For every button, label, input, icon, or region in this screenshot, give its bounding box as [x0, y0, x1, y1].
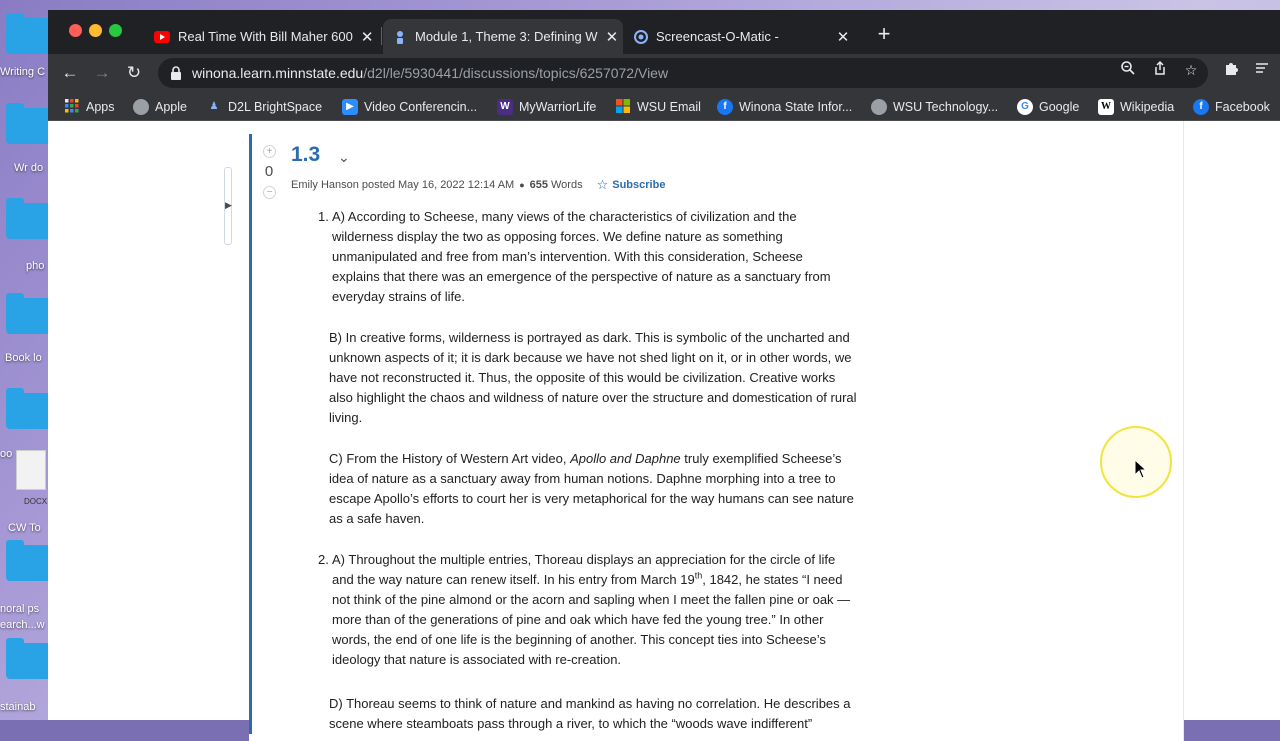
- post-title: 1.3: [291, 143, 321, 166]
- desktop-folder-label: noral ps: [0, 603, 40, 615]
- tab-youtube[interactable]: [144, 19, 376, 54]
- share-icon[interactable]: [1150, 60, 1170, 80]
- screencast-icon: [634, 30, 648, 44]
- google-icon: G: [1017, 99, 1033, 115]
- folder-icon: [6, 18, 52, 54]
- d2l-icon: [393, 29, 407, 45]
- url-path: /d2l/le/5930441/discussions/topics/6257072/View: [363, 65, 669, 81]
- address-bar[interactable]: [158, 58, 1208, 88]
- bookmark-label: Wikipedia: [1120, 100, 1175, 114]
- facebook-icon: f: [1193, 99, 1209, 115]
- document-icon: [16, 450, 46, 490]
- bookmark-label: Facebook: [1215, 100, 1270, 114]
- desktop-folder-label: Book lo: [5, 352, 42, 364]
- desktop-folder-label: pho: [26, 260, 45, 272]
- folder-icon: [6, 203, 52, 239]
- answer-text: A) Throughout the multiple entries, Thoreau displays an appreciation for the circle of life and the way nature can renew itself. In his entry from March 19: [332, 552, 836, 587]
- bookmark-apps[interactable]: [64, 96, 115, 118]
- bookmark-wsu-technology[interactable]: [871, 96, 998, 118]
- back-arrow-icon[interactable]: ←: [61, 63, 79, 82]
- mouse-cursor-icon: [1134, 459, 1148, 479]
- tab-strip: [48, 10, 1280, 54]
- desktop-folder-label: Writing C: [0, 66, 46, 78]
- apps-grid-icon: [64, 99, 80, 115]
- url-host: winona.learn.minnstate.edu: [192, 65, 364, 81]
- bookmark-star-icon[interactable]: ☆: [1184, 62, 1198, 78]
- answer-text: A) According to Scheese, many views of the characteristics of civilization and the wilderness display the two as opposing forces. We define nature as something unmanipulated and free from man’s intervention. With this consideration, Scheese explains that there was an emergence of the perspective of nature as a sanctuary from everyday strains of life.: [332, 209, 831, 304]
- bookmark-winona-state[interactable]: [717, 96, 852, 118]
- bookmark-label: Winona State Infor...: [739, 100, 853, 114]
- desktop-document-label: DOCX: [24, 497, 48, 506]
- tab-screencast[interactable]: [624, 19, 860, 54]
- desktop-folder-label: Wr do: [14, 162, 44, 174]
- list-number: 1.: [318, 209, 329, 224]
- tab-title: Real Time With Bill Maher 600: [178, 29, 353, 44]
- bookmark-wsu-email[interactable]: [615, 96, 701, 118]
- bookmark-wikipedia[interactable]: [1098, 96, 1174, 118]
- bookmark-apple[interactable]: [133, 96, 187, 118]
- close-tab-icon[interactable]: ✕: [605, 28, 619, 46]
- bookmark-facebook[interactable]: [1193, 96, 1270, 118]
- browser-toolbar: [48, 54, 1280, 92]
- tab-separator: [381, 27, 382, 45]
- globe-icon: [871, 99, 887, 115]
- answer-1a: [318, 207, 852, 307]
- upvote-button[interactable]: +: [263, 145, 276, 158]
- forward-arrow-icon[interactable]: →: [93, 63, 111, 82]
- facebook-icon: f: [717, 99, 733, 115]
- close-tab-icon[interactable]: ✕: [360, 28, 374, 46]
- new-tab-button[interactable]: +: [877, 21, 891, 46]
- minimize-window-button[interactable]: [89, 24, 102, 37]
- bookmark-label: MyWarriorLife: [519, 100, 597, 114]
- warrior-icon: W: [497, 99, 513, 115]
- zoom-icon[interactable]: [1118, 60, 1138, 80]
- bookmark-d2l[interactable]: [206, 96, 322, 118]
- post-accent-bar: [249, 134, 252, 734]
- folder-icon: [6, 545, 52, 581]
- url-text: [192, 65, 668, 81]
- desktop-folder-label: stainab: [0, 701, 36, 713]
- bookmarks-bar: [48, 92, 1280, 121]
- separator-dot: ●: [519, 180, 525, 190]
- artwork-title: Apollo and Daphne: [570, 451, 681, 466]
- bookmark-label: WSU Email: [637, 100, 701, 114]
- answer-1c: [329, 449, 859, 529]
- bookmark-zoom[interactable]: [342, 96, 477, 118]
- answer-text: C) From the History of Western Art video,: [329, 451, 571, 466]
- lock-icon: [170, 66, 182, 80]
- caret-right-icon[interactable]: ▶: [225, 200, 232, 210]
- globe-icon: [133, 99, 149, 115]
- answer-text: truly exemplified Scheese’s idea of nature as a sanctuary away from human notions. Daphne morphing into a tree to escape Apollo’s efforts to court her is very metaphorical for the way humans can see nature as a safe haven.: [329, 451, 854, 526]
- bookmark-label: Google: [1039, 100, 1080, 114]
- reload-icon[interactable]: ↻: [126, 63, 142, 82]
- zoom-icon: ▶: [342, 99, 358, 115]
- bookmark-label: Apps: [86, 100, 115, 114]
- bookmark-google[interactable]: [1017, 96, 1079, 118]
- chevron-down-icon[interactable]: ⌄: [338, 149, 350, 165]
- wikipedia-icon: W: [1098, 99, 1114, 115]
- author-name[interactable]: Emily Hanson: [291, 179, 359, 191]
- answer-2d: D) Thoreau seems to think of nature and mankind as having no correlation. He describes a scene where steamboats pass through a river, to which the “woods wave indifferent”: [329, 696, 851, 731]
- desktop-folder-label: earch...w: [0, 619, 45, 631]
- tab-module[interactable]: [383, 19, 623, 54]
- downvote-button[interactable]: −: [263, 186, 276, 199]
- list-icon: [1254, 60, 1270, 76]
- close-window-button[interactable]: [69, 24, 82, 37]
- desktop-folder-label: oo: [0, 448, 13, 460]
- microsoft-icon: [615, 99, 631, 115]
- words-label: Words: [551, 179, 583, 191]
- puzzle-icon: [1223, 60, 1239, 76]
- share-arrow-icon: [1152, 60, 1168, 76]
- folder-icon: [6, 298, 52, 334]
- answer-1b: B) In creative forms, wilderness is portrayed as dark. This is symbolic of the uncharted and unknown aspects of it; it is dark because we have not shed light on it, or in other words, we have not reconstructed it. Thus, the opposite of this would be civilization. Creative works also highlight the chaos and wildness of nature over the structure and domestication of rural living.: [329, 330, 857, 425]
- post-meta: [291, 177, 665, 193]
- bookmark-label: D2L BrightSpace: [228, 100, 323, 114]
- browser-window: [48, 10, 1280, 731]
- extensions-icon[interactable]: [1221, 60, 1241, 80]
- answer-2a: [318, 550, 856, 670]
- word-count: 655: [529, 179, 548, 191]
- youtube-icon: [154, 31, 170, 43]
- list-number: 2.: [318, 552, 329, 567]
- subscribe-label: Subscribe: [612, 179, 666, 191]
- posted-date: posted May 16, 2022 12:14 AM: [361, 179, 515, 191]
- tab-title: Module 1, Theme 3: Defining W: [415, 29, 598, 44]
- desktop-folder-label: CW To: [8, 522, 41, 534]
- bookmark-mywarriorlife[interactable]: [497, 96, 596, 118]
- folder-icon: [6, 393, 52, 429]
- folder-icon: [6, 108, 52, 144]
- maximize-window-button[interactable]: [109, 24, 122, 37]
- magnifier-icon: [1120, 60, 1136, 76]
- star-icon: ☆: [596, 177, 609, 192]
- answer-text: , 1842, he states “I need not think of the pine almond or the acorn and sapling when I meet the fallen pine or oak —more than of the generations of pine and oak which have fed the young tree.” In other words, the end of one life is the beginning of another. This concept ties into Scheese’s ideology that nature is associated with re-creation.: [332, 572, 851, 667]
- tab-title: Screencast-O-Matic -: [656, 29, 779, 44]
- bookmark-label: Video Conferencin...: [364, 100, 478, 114]
- d2l-icon: ♟: [209, 101, 219, 112]
- ordinal-suffix: th: [694, 570, 703, 581]
- page-content: [48, 121, 1280, 731]
- vote-count: 0: [264, 163, 274, 180]
- bookmark-label: WSU Technology...: [893, 100, 999, 114]
- close-tab-icon[interactable]: ✕: [836, 28, 850, 46]
- bookmark-label: Apple: [155, 100, 187, 114]
- folder-icon: [6, 643, 52, 679]
- subscribe-button[interactable]: [597, 177, 666, 193]
- reading-list-icon[interactable]: [1252, 60, 1272, 80]
